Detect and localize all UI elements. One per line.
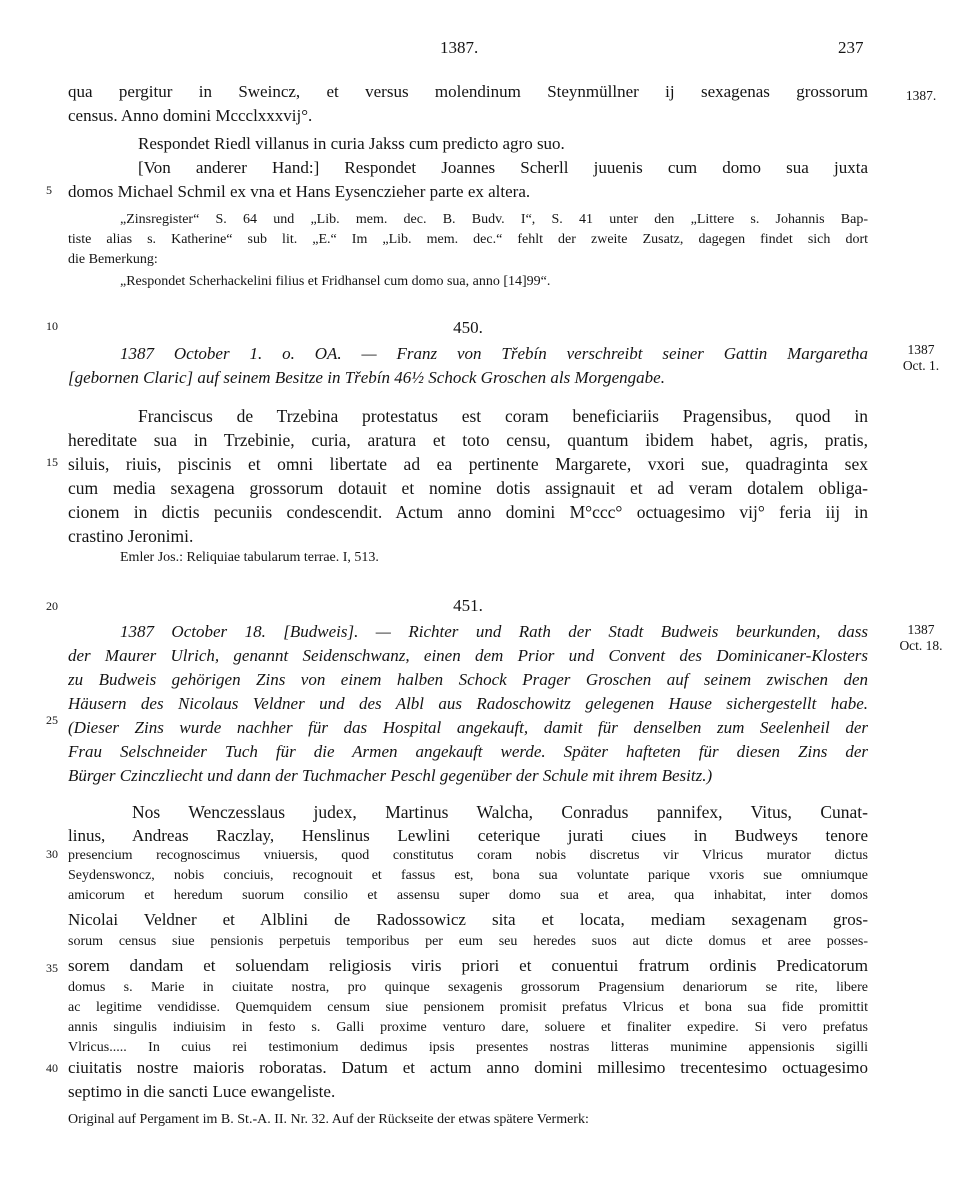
doc451-number: 451. (453, 596, 483, 615)
doc451-summary-line: zu Budweis gehörigen Zins von einem halben Schock Prager Groschen auf seinem zwischen den (68, 670, 868, 689)
doc450-text-line: cionem in dictis pecuniis condescendit. Actum anno domini M°ccc° octuagesimo vij° feria iij in (68, 502, 868, 522)
doc451-text-line: Seydenswoncz, nobis conciuis, recognouit et fassus est, bona sua voluntate parique vxoris sue omniumque (68, 868, 868, 883)
margin-doc451-date: Oct. 18. (899, 638, 943, 653)
line-number: 20 (46, 599, 58, 613)
doc450-source: Emler Jos.: Reliquiae tabularum terrae. I, 513. (120, 550, 379, 565)
doc450-text-line: crastino Jeronimi. (68, 526, 194, 546)
doc451-text-line: septimo in die sancti Luce ewangeliste. (68, 1082, 336, 1101)
prior-doc-line: domos Michael Schmil ex vna et Hans Eysenczieher parte ex altera. (68, 182, 531, 201)
doc450-text-line: siluis, riuis, piscinis et omni libertate ad ea pertinente Margarete, vxori sue, quadraginta sex (68, 454, 868, 474)
doc450-summary-line: [gebornen Claric] auf seinem Besitze in Třebín 46½ Schock Groschen als Morgengabe. (68, 368, 665, 387)
doc450-text-line: cum media sexagena grossorum dotauit et nomine dotis assignauit et ad veram dotalem obliga- (68, 478, 868, 498)
margin-doc450-date: Oct. 1. (902, 358, 940, 373)
margin-year-top: 1387. (905, 88, 937, 103)
doc450-text-line: hereditate sua in Trzebinie, curia, aratura et toto censu, quantum ibidem habet, agris, pratis, (68, 430, 868, 450)
doc450-summary-line: 1387 October 1. o. OA. — Franz von Třebín verschreibt seiner Gattin Margaretha (120, 344, 868, 363)
doc451-summary-line: der Maurer Ulrich, genannt Seidenschwanz, einen dem Prior und Convent des Dominicaner-Klosters (68, 646, 868, 665)
doc451-text-line: sorem dandam et soluendam religiosis viris priori et conuentui fratrum ordinis Predicatorum (68, 956, 868, 975)
prior-doc-note: „Respondet Scherhackelini filius et Fridhansel cum domo sua, anno [14]99“. (120, 274, 551, 289)
doc451-text-line: presencium recognoscimus vniuersis, quod constitutus coram nobis discretus vir Vlricus murator dictus (68, 848, 868, 863)
doc451-summary-line: Häusern des Nicolaus Veldner und des Albl aus Radoschowitz gelegenen Hause sichergestellt habe. (68, 694, 868, 713)
line-number: 10 (46, 319, 58, 333)
margin-doc451-year: 1387 (907, 622, 935, 637)
doc451-source: Original auf Pergament im B. St.-A. II. Nr. 32. Auf der Rückseite der etwas spätere Vermerk: (68, 1112, 589, 1127)
prior-doc-line: census. Anno domini Mccclxxxvij°. (68, 106, 313, 125)
doc451-text-line: Vlricus..... In cuius rei testimonium dedimus ipsis presentes nostras litteras munimine appensionis sigilli (68, 1040, 868, 1055)
line-number: 15 (46, 455, 58, 469)
header-year: 1387. (440, 38, 479, 57)
doc451-text-line: linus, Andreas Raczlay, Henslinus Lewlini ceterique jurati ciues in Budweys tenore (68, 826, 868, 845)
doc450-number: 450. (453, 318, 483, 337)
prior-doc-line: [Von anderer Hand:] Respondet Joannes Scherll juuenis cum domo sua juxta (138, 158, 868, 177)
doc451-summary-line: Bürger Czinczliecht und dann der Tuchmacher Peschl gegenüber der Schule mit ihrem Besitz.) (68, 766, 713, 785)
page-number: 237 (838, 38, 864, 57)
line-number: 40 (46, 1061, 58, 1075)
margin-doc450-year: 1387 (907, 342, 935, 357)
doc451-summary-line: 1387 October 18. [Budweis]. — Richter und Rath der Stadt Budweis beurkunden, dass (120, 622, 868, 641)
doc451-text-line: sorum census siue pensionis perpetuis temporibus per eum seu heredes suos aut dicte domus et aree posses- (68, 934, 868, 949)
doc451-text-line: domus s. Marie in ciuitate nostra, pro quinque sexagenis grossorum Pragensium denariorum se rite, libere (68, 980, 868, 995)
line-number: 35 (46, 961, 58, 975)
prior-doc-note: tiste alias s. Katherine“ sub lit. „E.“ Im „Lib. mem. dec.“ fehlt der zweite Zusatz, dagegen findet sich dort (68, 232, 868, 247)
line-number: 30 (46, 847, 58, 861)
doc451-text-line: amicorum et heredum suorum consilio et assensu super domo sua et area, qua inhabitat, inter domos (68, 888, 868, 903)
doc451-text-line: annis singulis indiuisim in festo s. Galli proxime venturo dare, soluere et finaliter expedire. Si vero prefatus (68, 1020, 868, 1035)
prior-doc-line: qua pergitur in Sweincz, et versus molendinum Steynmüllner ij sexagenas grossorum (68, 82, 868, 101)
prior-doc-note: die Bemerkung: (68, 252, 158, 267)
doc451-summary-line: Frau Selschneider Tuch für die Armen angekauft werde. Später hafteten für diesen Zins der (68, 742, 868, 761)
doc451-text-line: ciuitatis nostre maioris roboratas. Datum et actum anno domini millesimo trecentesimo octuagesimo (68, 1058, 868, 1077)
doc451-text-line: ac legitime vendidisse. Quemquidem censum siue pensionem promisit prefatus Vlricus et bona sua fide promittit (68, 1000, 868, 1015)
prior-doc-line: Respondet Riedl villanus in curia Jakss cum predicto agro suo. (138, 134, 565, 153)
prior-doc-note: „Zinsregister“ S. 64 und „Lib. mem. dec. B. Budv. I“, S. 41 unter den „Littere s. Johannis Bap- (120, 212, 868, 227)
doc451-text-line: Nos Wenczesslaus judex, Martinus Walcha, Conradus pannifex, Vitus, Cunat- (132, 802, 868, 822)
doc451-text-line: Nicolai Veldner et Alblini de Radossowicz sita et locata, mediam sexagenam gros- (68, 910, 868, 929)
line-number: 25 (46, 713, 58, 727)
doc451-summary-line: (Dieser Zins wurde nachher für das Hospital angekauft, damit für denselben zum Seelenheil der (68, 718, 868, 737)
doc450-text-line: Franciscus de Trzebina protestatus est coram beneficiariis Pragensibus, quod in (138, 406, 868, 426)
line-number: 5 (46, 183, 52, 197)
